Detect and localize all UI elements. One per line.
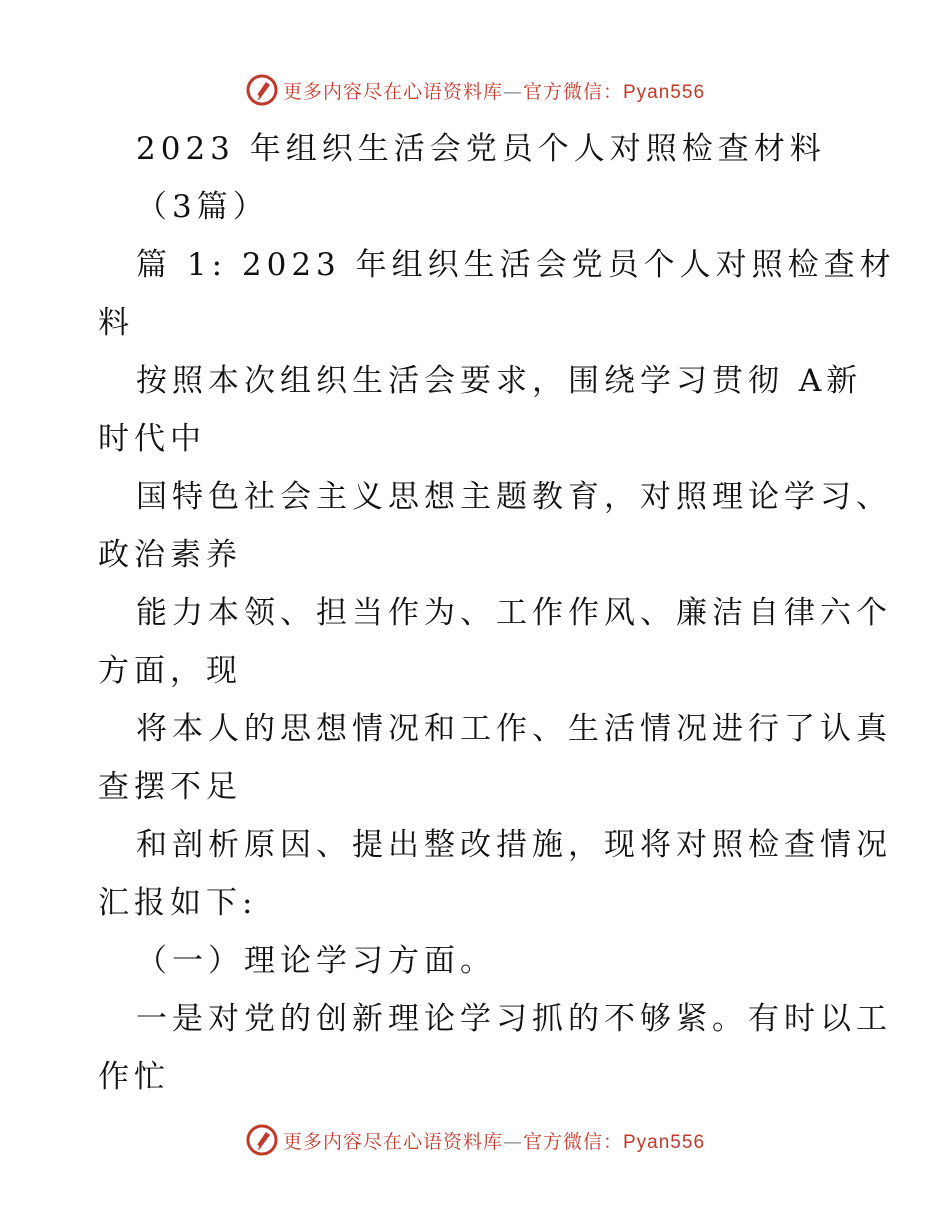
document-body (98, 120, 896, 1106)
doc-line: （3篇） (136, 189, 269, 225)
doc-line: 篇 1: 2023 年组织生活会党员个人对照检查材 (136, 247, 896, 283)
doc-line: 作忙 (98, 1059, 170, 1095)
doc-line: 一是对党的创新理论学习抓的不够紧。有时以工 (136, 1001, 892, 1037)
doc-line: 能力本领、担当作为、工作作风、廉洁自律六个 (136, 595, 892, 631)
watermark-text: 更多内容尽在心语资料库—官方微信：Pyan556 (282, 1130, 706, 1153)
doc-line: 2023 年组织生活会党员个人对照检查材料 (136, 131, 826, 167)
doc-line: 将本人的思想情况和工作、生活情况进行了认真 (136, 711, 892, 747)
header-watermark (0, 70, 950, 110)
pen-logo-icon (245, 1123, 279, 1157)
footer-watermark (0, 1120, 950, 1160)
doc-line: 料 (98, 305, 134, 341)
pen-logo-icon (245, 73, 279, 107)
doc-line: （一）理论学习方面。 (136, 943, 496, 979)
doc-line: 查摆不足 (98, 769, 242, 805)
doc-line: 按照本次组织生活会要求，围绕学习贯彻 A新 (136, 363, 863, 399)
doc-line: 时代中 (98, 421, 206, 457)
doc-line: 国特色社会主义思想主题教育，对照理论学习、 (136, 479, 892, 515)
doc-line: 汇报如下: (98, 885, 258, 921)
watermark-text: 更多内容尽在心语资料库—官方微信：Pyan556 (282, 80, 706, 103)
doc-line: 和剖析原因、提出整改措施，现将对照检查情况 (136, 827, 892, 863)
doc-line: 政治素养 (98, 537, 242, 573)
doc-line: 方面，现 (98, 653, 242, 689)
